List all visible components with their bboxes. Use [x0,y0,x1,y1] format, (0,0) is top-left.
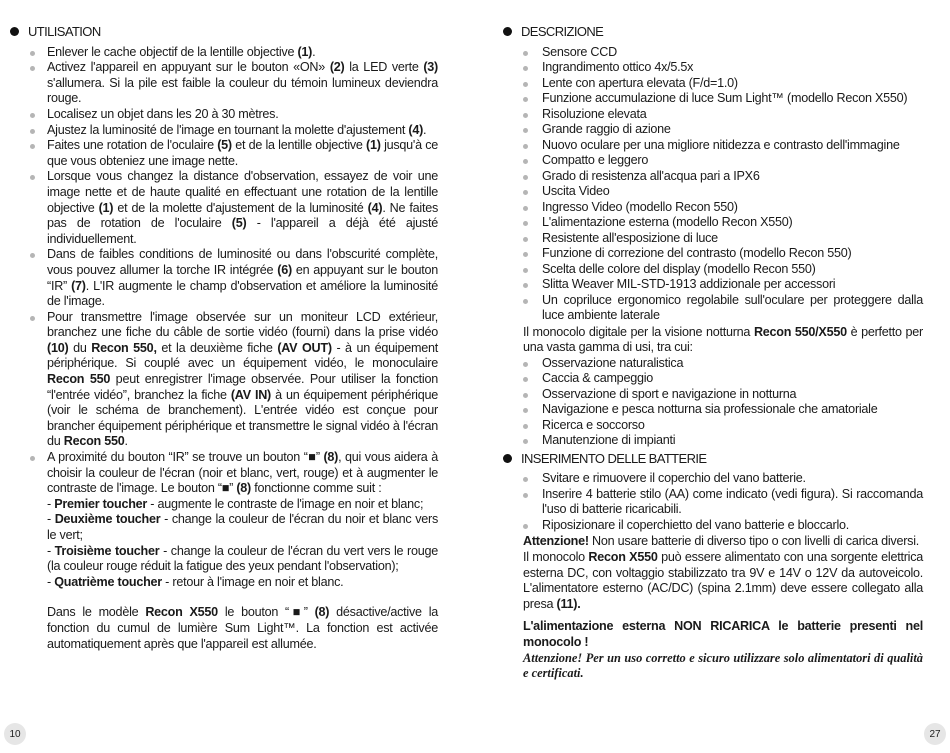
use-item: Osservazione naturalistica [503,356,923,372]
features-list [503,45,923,324]
bullet-dot-icon [503,454,512,463]
bold-text: Recon 550 [47,372,111,387]
bold-text: Premier toucher [54,496,148,511]
bold-text: (8) [323,450,339,465]
feature-item: Lente con apertura elevata (F/d=1.0) [503,76,923,92]
feature-item: Funzione di correzione del contrasto (modello Recon 550) [503,246,923,262]
bold-text: (AV OUT) [277,340,332,355]
battery-step: Riposizionare il coperchietto del vano batterie e bloccarlo. [503,518,923,534]
bold-text: Recon X550 [145,605,218,620]
bold-text: (10) [47,340,69,355]
bold-text: (6) [277,262,292,277]
usage-step: Localisez un objet dans les 20 à 30 mètres. [10,107,438,123]
bullet-dot-icon [503,27,512,36]
usage-step: Ajustez la luminosité de l'image en tournant la molette d'ajustement (4). [10,123,438,139]
section-title-batteries [503,451,923,467]
feature-item: Ingrandimento ottico 4x/5.5x [503,60,923,76]
battery-warning: Attenzione! Non usare batterie di diverso tipo o con livelli di carica diversi. [523,534,920,549]
feature-item: Slitta Weaver MIL-STD-1913 addizionale per accessori [503,277,923,293]
section-title-text: DESCRIZIONE [521,24,604,39]
bold-text: (1) [297,44,313,59]
feature-item: Funzione accumulazione di luce Sum Light™ (modello Recon X550) [503,91,923,107]
usage-intro: Il monocolo digitale per la visione notturna Recon 550/X550 è perfetto per una vasta gamma di usi, tra cui: [523,324,923,355]
bold-text: (5) [231,216,247,231]
bold-text: (4) [408,122,424,137]
feature-item: Resistente all'esposizione di luce [503,231,923,247]
bold-text: (3) [423,60,439,75]
bold-text: (AV IN) [230,387,271,402]
feature-item: Compatto e leggero [503,153,923,169]
bold-text: Quatrième toucher [54,574,162,589]
feature-item: Ingresso Video (modello Recon 550) [503,200,923,216]
battery-step: Inserire 4 batterie stilo (AA) come indicato (vedi figura). Si raccomanda l'uso di batterie ricaricabili. [503,487,923,518]
usage-step: Activez l'appareil en appuyant sur le bouton «ON» (2) la LED verte (3) s'allumera. Si la pile est faible la couleur du témoin lumineux deviendra rouge. [10,60,438,107]
feature-item: Nuovo oculare per una migliore nitidezza e contrasto dell'immagine [503,138,923,154]
bold-text: Recon 550/X550 [753,324,847,339]
bold-text: (8) [236,481,251,496]
bold-text: (1) [98,200,114,215]
bold-text: (1) [366,138,381,153]
bold-text: Recon 550 [63,434,125,449]
feature-item: Sensore CCD [503,45,923,61]
section-title-utilisation [10,24,438,40]
right-page [503,24,923,681]
left-page [10,24,438,652]
feature-item: Grado di resistenza all'acqua pari a IPX6 [503,169,923,185]
bold-text: Recon X550 [588,549,658,564]
uses-list [503,356,923,449]
use-item: Ricerca e soccorso [503,418,923,434]
usage-step: Pour transmettre l'image observée sur un moniteur LCD extérieur, branchez une fiche du câble de sortie vidéo (fourni) dans la prise vidéo (10) du Recon 550, et la deuxième fiche (AV OUT) - à un équipement périphérique. Si couplé avec un équipement vidéo, le monoculaire Recon 550 peut enregistrer l'image observée. Pour utiliser la fonction “l'entrée vidéo”, branchez la fiche (AV IN) à un équipement périphérique (voir le schéma de branchement). L'entrée vidéo est conçue pour brancher équipement périphérique et transmettre le signal vidéo à l'écran du Recon 550. [10,310,438,450]
button-function: - Quatrième toucher - retour à l'image en noir et blanc. [47,574,344,589]
usage-step: A proximité du bouton “IR” se trouve un bouton “■” (8), qui vous aidera à choisir la couleur de l'écran (noir et blanc, vert, rouge) et à augmenter le contraste de l'image. Le bouton “■” (8) fonctionne comme suit : [10,450,438,497]
bold-text: Deuxième toucher [54,512,161,527]
page-number-right: 27 [924,723,946,745]
usage-step: Dans de faibles conditions de luminosité ou dans l'obscurité complète, vous pouvez allumer la torche IR intégrée (6) en appuyant sur le bouton “IR” (7). L'IR augmente le champ d'observation et améliore la luminosité de l'image. [10,247,438,309]
usage-steps-list [10,45,438,497]
italic-safety-note: Attenzione! Per un uso corretto e sicuro utilizzare solo alimentatori di qualità e certificati. [523,650,923,680]
bold-text: Troisième toucher [54,543,160,558]
button-functions-list [10,497,438,591]
button-function: - Deuxième toucher - change la couleur de l'écran du noir et blanc vers le vert; [47,512,438,542]
usage-step: Lorsque vous changez la distance d'observation, essayez de voir une image nette et de haute qualité en effectuant une rotation de la lentille objective (1) et de la molette d'ajustement de la luminosité (4). Ne faites pas de rotation de l'oculaire (5) - l'appareil a déjà été ajusté individuellement. [10,169,438,247]
feature-item: L'alimentazione esterna (modello Recon X550) [503,215,923,231]
page-number-left: 10 [4,723,26,745]
section-title-text: INSERIMENTO DELLE BATTERIE [521,450,707,466]
feature-item: Risoluzione elevata [503,107,923,123]
use-item: Osservazione di sport e navigazione in notturna [503,387,923,403]
button-function: - Troisième toucher - change la couleur de l'écran du vert vers le rouge (la couleur rouge réduit la fatigue des yeux pendant l'observation); [47,543,439,574]
feature-item: Uscita Video [503,184,923,200]
use-item: Navigazione e pesca notturna sia professionale che amatoriale [503,402,923,418]
bold-text: (2) [329,60,345,75]
feature-item: Grande raggio di azione [503,122,923,138]
bullet-dot-icon [10,27,19,36]
bold-text: (11). [556,596,581,611]
external-power-text: Il monocolo Recon X550 può essere alimentato con una sorgente elettrica esterna DC, con voltaggio stabilizzato tra 9V e 14V o 12V da autoveicolo. L'alimentatore esterno (AC/DC) (spina 2.1mm) deve essere collegato alla presa (11). [523,549,923,611]
feature-item: Un copriluce ergonomico regolabile sull'oculare per proteggere dalla luce ambiente laterale [503,293,923,324]
usage-step: Faites une rotation de l'oculaire (5) et de la lentille objective (1) jusqu'à ce que vous obteniez une image nette. [10,138,438,169]
bold-text: (8) [314,605,330,620]
bold-text: Attenzione! [523,534,589,549]
bold-text: Recon 550, [91,340,157,355]
section-title-text: UTILISATION [28,24,101,39]
section-title-descrizione [503,24,923,40]
bold-charge-note: L'alimentazione esterna NON RICARICA le batterie presenti nel monocolo ! [523,619,923,649]
use-item: Caccia & campeggio [503,371,923,387]
button-function: - Premier toucher - augmente le contraste de l'image en noir et blanc; [47,496,424,511]
usage-step: Enlever le cache objectif de la lentille objective (1). [10,45,438,61]
battery-steps-list [503,471,923,533]
feature-item: Scelta delle colore del display (modello Recon 550) [503,262,923,278]
bold-text: (7) [71,278,86,293]
use-item: Manutenzione di impianti [503,433,923,449]
bold-text: (5) [217,138,232,153]
recon-x550-note: Dans le modèle Recon X550 le bouton “■” (8) désactive/active la fonction du cumul de lumière Sum Light™. La fonction est activée automatiquement après que l'appareil est allumée. [47,605,439,651]
bold-text: (4) [367,200,383,215]
battery-step: Svitare e rimuovere il coperchio del vano batterie. [503,471,923,487]
